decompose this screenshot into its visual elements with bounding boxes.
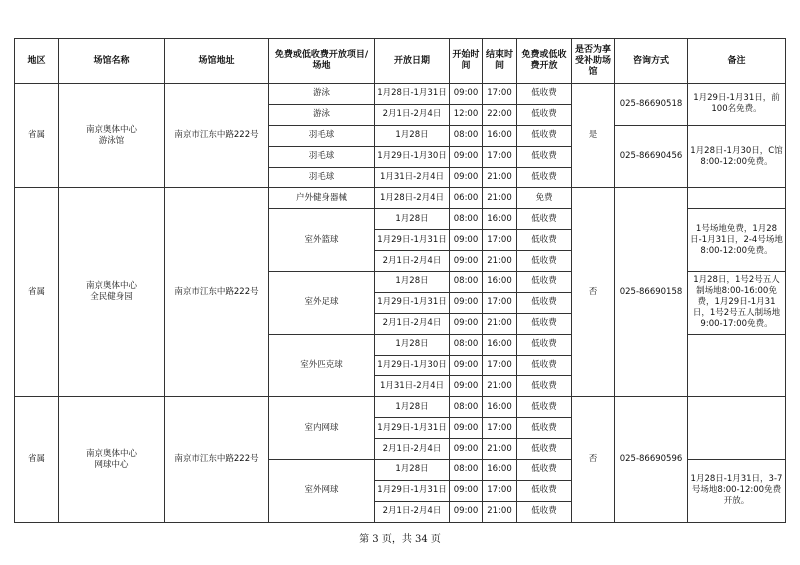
- item-cell: 室外匹克球: [269, 334, 375, 397]
- end-cell: 21:00: [483, 188, 517, 209]
- phone-cell: 025-86690518: [615, 84, 688, 126]
- header-remark: 备注: [688, 39, 786, 84]
- fee-cell: 免费: [517, 188, 572, 209]
- header-subsidy: 是否为享受补助场馆: [572, 39, 615, 84]
- header-fee: 免费或低收费开放: [517, 39, 572, 84]
- start-cell: 09:00: [450, 418, 483, 439]
- phone-cell: 025-86690456: [615, 125, 688, 188]
- dates-cell: 2月1日-2月4日: [375, 251, 450, 272]
- fee-cell: 低收费: [517, 418, 572, 439]
- end-cell: 17:00: [483, 480, 517, 501]
- venue-name-cell: [59, 397, 165, 522]
- venue-name-line: 南京奥体中心: [85, 124, 137, 135]
- venue-name-line: 网球中心: [94, 459, 129, 470]
- start-cell: 09:00: [450, 501, 483, 522]
- dates-cell: 1月28日: [375, 397, 450, 418]
- dates-cell: 1月29日-1月30日: [375, 146, 450, 167]
- item-cell: 游泳: [269, 104, 375, 125]
- end-cell: 16:00: [483, 397, 517, 418]
- remark-cell: [688, 188, 786, 209]
- dates-cell: 1月29日-1月31日: [375, 230, 450, 251]
- dates-cell: 1月28日: [375, 125, 450, 146]
- dates-cell: 2月1日-2月4日: [375, 501, 450, 522]
- address-cell: 南京市江东中路222号: [165, 188, 269, 397]
- end-cell: 16:00: [483, 209, 517, 230]
- table-row: [15, 188, 786, 209]
- start-cell: 09:00: [450, 355, 483, 376]
- end-cell: 17:00: [483, 84, 517, 105]
- venue-name-line: 游泳馆: [98, 135, 125, 146]
- fee-cell: 低收费: [517, 104, 572, 125]
- header-venue: 场馆名称: [59, 39, 165, 84]
- fee-cell: 低收费: [517, 376, 572, 397]
- fee-cell: 低收费: [517, 84, 572, 105]
- end-cell: 17:00: [483, 292, 517, 313]
- fee-cell: 低收费: [517, 480, 572, 501]
- remark-cell: 1号场地免费，1月28日-1月31日，2-4号场地8:00-12:00免费。: [688, 209, 786, 272]
- end-cell: 21:00: [483, 313, 517, 334]
- start-cell: 09:00: [450, 251, 483, 272]
- end-cell: 17:00: [483, 418, 517, 439]
- dates-cell: 1月28日: [375, 272, 450, 293]
- fee-cell: 低收费: [517, 292, 572, 313]
- dates-cell: 2月1日-2月4日: [375, 104, 450, 125]
- start-cell: 08:00: [450, 460, 483, 481]
- item-cell: 羽毛球: [269, 146, 375, 167]
- end-cell: 21:00: [483, 439, 517, 460]
- start-cell: 09:00: [450, 376, 483, 397]
- page-number: 第 3 页，共 34 页: [359, 534, 441, 545]
- header-start: 开始时间: [450, 39, 483, 84]
- fee-cell: 低收费: [517, 334, 572, 355]
- fee-cell: 低收费: [517, 272, 572, 293]
- start-cell: 12:00: [450, 104, 483, 125]
- end-cell: 21:00: [483, 251, 517, 272]
- start-cell: 09:00: [450, 167, 483, 188]
- header-row: [15, 39, 786, 84]
- subsidy-cell: 否: [572, 188, 615, 397]
- item-cell: 室内网球: [269, 397, 375, 460]
- venue-schedule-table: [14, 38, 786, 523]
- venue-name-line: 南京奥体中心: [85, 281, 137, 292]
- end-cell: 17:00: [483, 230, 517, 251]
- dates-cell: 1月29日-1月31日: [375, 418, 450, 439]
- fee-cell: 低收费: [517, 460, 572, 481]
- dates-cell: 1月29日-1月31日: [375, 292, 450, 313]
- start-cell: 08:00: [450, 334, 483, 355]
- end-cell: 16:00: [483, 460, 517, 481]
- dates-cell: 2月1日-2月4日: [375, 313, 450, 334]
- end-cell: 16:00: [483, 334, 517, 355]
- dates-cell: 2月1日-2月4日: [375, 439, 450, 460]
- table-row: [15, 397, 786, 418]
- start-cell: 09:00: [450, 84, 483, 105]
- item-cell: 羽毛球: [269, 125, 375, 146]
- start-cell: 09:00: [450, 480, 483, 501]
- start-cell: 08:00: [450, 209, 483, 230]
- fee-cell: 低收费: [517, 125, 572, 146]
- header-phone: 咨询方式: [615, 39, 688, 84]
- subsidy-cell: 是: [572, 84, 615, 188]
- address-cell: 南京市江东中路222号: [165, 397, 269, 522]
- item-cell: 室外网球: [269, 460, 375, 523]
- dates-cell: 1月31日-2月4日: [375, 167, 450, 188]
- item-cell: 羽毛球: [269, 167, 375, 188]
- header-dates: 开放日期: [375, 39, 450, 84]
- phone-cell: 025-86690158: [615, 188, 688, 397]
- remark-cell: 1月28日-1月31日，3-7号场地8:00-12:00免费开放。: [688, 460, 786, 523]
- start-cell: 09:00: [450, 313, 483, 334]
- item-cell: 室外篮球: [269, 209, 375, 272]
- venue-name-cell: [59, 188, 165, 397]
- start-cell: 09:00: [450, 146, 483, 167]
- fee-cell: 低收费: [517, 397, 572, 418]
- end-cell: 22:00: [483, 104, 517, 125]
- region-cell: 省属: [15, 397, 59, 522]
- dates-cell: 1月29日-1月30日: [375, 355, 450, 376]
- start-cell: 08:00: [450, 125, 483, 146]
- venue-name-line: 全民健身园: [90, 292, 133, 303]
- fee-cell: 低收费: [517, 439, 572, 460]
- header-region: 地区: [15, 39, 59, 84]
- dates-cell: 1月29日-1月31日: [375, 480, 450, 501]
- end-cell: 17:00: [483, 355, 517, 376]
- remark-cell: [688, 397, 786, 460]
- start-cell: 06:00: [450, 188, 483, 209]
- fee-cell: 低收费: [517, 167, 572, 188]
- header-end: 结束时间: [483, 39, 517, 84]
- dates-cell: 1月28日: [375, 209, 450, 230]
- subsidy-cell: 否: [572, 397, 615, 522]
- region-cell: 省属: [15, 84, 59, 188]
- fee-cell: 低收费: [517, 251, 572, 272]
- remark-cell: 1月29日-1月31日，前100名免费。: [688, 84, 786, 126]
- end-cell: 21:00: [483, 167, 517, 188]
- remark-cell: 1月28日-1月30日，C馆8:00-12:00免费。: [688, 125, 786, 188]
- fee-cell: 低收费: [517, 209, 572, 230]
- start-cell: 08:00: [450, 272, 483, 293]
- header-address: 场馆地址: [165, 39, 269, 84]
- dates-cell: 1月28日-1月31日: [375, 84, 450, 105]
- address-cell: 南京市江东中路222号: [165, 84, 269, 188]
- fee-cell: 低收费: [517, 355, 572, 376]
- end-cell: 16:00: [483, 272, 517, 293]
- fee-cell: 低收费: [517, 230, 572, 251]
- dates-cell: 1月28日: [375, 334, 450, 355]
- item-cell: 游泳: [269, 84, 375, 105]
- venue-name-line: 南京奥体中心: [85, 448, 137, 459]
- end-cell: 21:00: [483, 376, 517, 397]
- table-row: [15, 84, 786, 105]
- fee-cell: 低收费: [517, 146, 572, 167]
- start-cell: 08:00: [450, 397, 483, 418]
- remark-cell: 1月28日，1号2号五人制场地8:00-16:00免费，1月29日-1月31日，1号2号五人制场地9:00-17:00免费。: [688, 272, 786, 335]
- phone-cell: 025-86690596: [615, 397, 688, 522]
- dates-cell: 1月31日-2月4日: [375, 376, 450, 397]
- item-cell: 室外足球: [269, 272, 375, 335]
- item-cell: 户外健身器械: [269, 188, 375, 209]
- dates-cell: 1月28日: [375, 460, 450, 481]
- start-cell: 09:00: [450, 230, 483, 251]
- region-cell: 省属: [15, 188, 59, 397]
- end-cell: 21:00: [483, 501, 517, 522]
- venue-name-cell: [59, 84, 165, 188]
- end-cell: 16:00: [483, 125, 517, 146]
- fee-cell: 低收费: [517, 313, 572, 334]
- start-cell: 09:00: [450, 292, 483, 313]
- header-item: 免费或低收费开放项目/场地: [269, 39, 375, 84]
- dates-cell: 1月28日-2月4日: [375, 188, 450, 209]
- remark-cell: [688, 334, 786, 397]
- end-cell: 17:00: [483, 146, 517, 167]
- fee-cell: 低收费: [517, 501, 572, 522]
- start-cell: 09:00: [450, 439, 483, 460]
